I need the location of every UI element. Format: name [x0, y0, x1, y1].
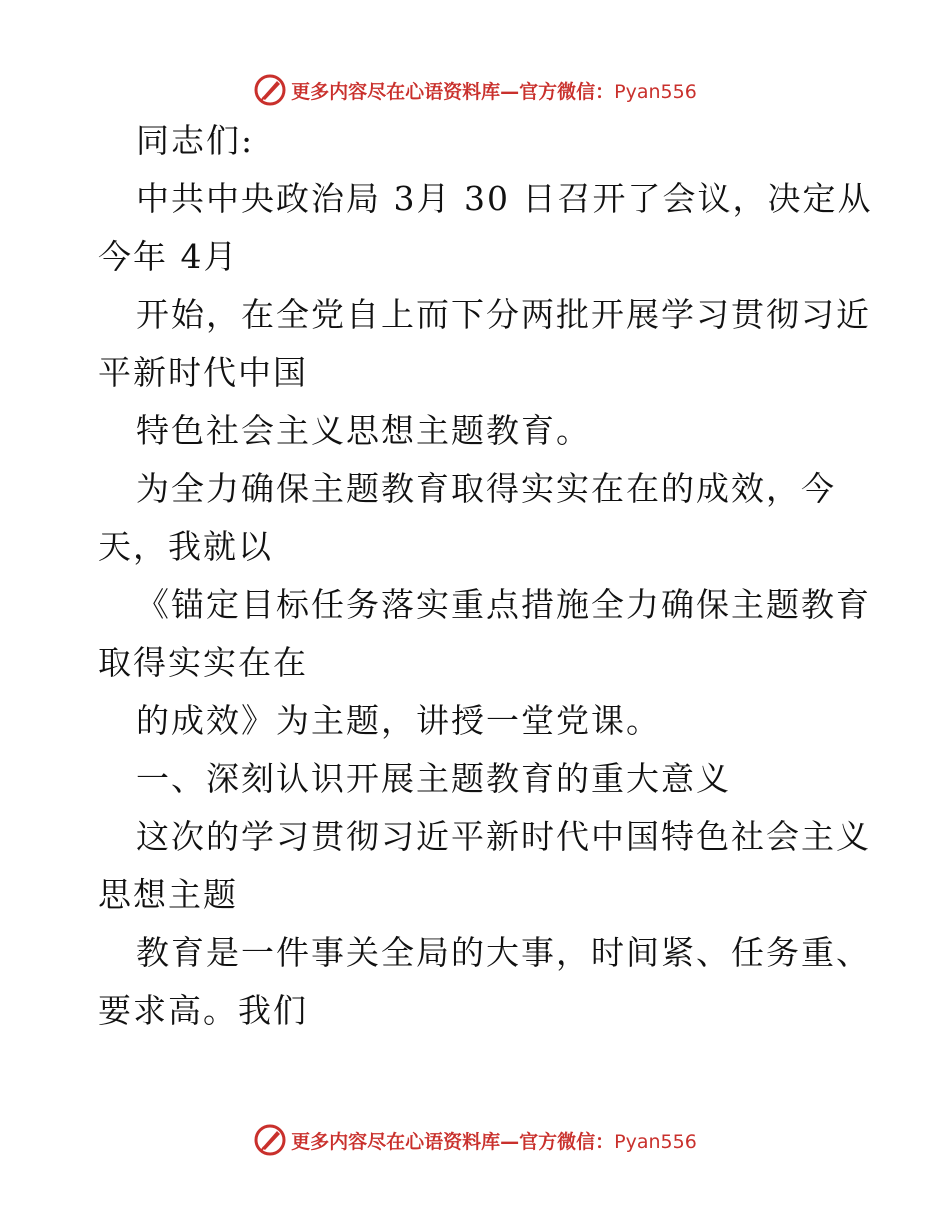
header-banner-text	[291, 77, 697, 104]
header-wechat-id: Pyan556	[614, 80, 697, 103]
paragraph-line: 这次的学习贯彻习近平新时代中国特色社会主义	[136, 817, 871, 856]
quill-logo-icon	[253, 73, 287, 107]
quill-logo-icon	[253, 1123, 287, 1157]
paragraph-line: 取得实实在在	[98, 643, 308, 682]
paragraph-line: 的成效》为主题，讲授一堂党课。	[136, 701, 661, 740]
paragraph-line: 平新时代中国	[98, 353, 308, 392]
footer-banner	[0, 1120, 950, 1160]
paragraph-line: 开始，在全党自上而下分两批开展学习贯彻习近	[136, 295, 871, 334]
paragraph-line: 中共中央政治局 3月 30 日召开了会议，决定从	[136, 179, 873, 218]
paragraph-line: 思想主题	[98, 875, 238, 914]
header-banner-label: 更多内容尽在心语资料库—官方微信：	[291, 80, 615, 103]
paragraph-line: 天，我就以	[98, 527, 273, 566]
paragraph-line: 《锚定目标任务落实重点措施全力确保主题教育	[136, 585, 871, 624]
salutation: 同志们:	[136, 121, 255, 160]
footer-wechat-id: Pyan556	[614, 1130, 697, 1153]
paragraph-line: 为全力确保主题教育取得实实在在的成效，今	[136, 469, 836, 508]
footer-banner-label: 更多内容尽在心语资料库—官方微信：	[291, 1130, 615, 1153]
document-body	[98, 121, 873, 1030]
footer-banner-text	[291, 1127, 697, 1154]
paragraph-line: 特色社会主义思想主题教育。	[136, 411, 591, 450]
section-heading: 一、深刻认识开展主题教育的重大意义	[136, 759, 731, 798]
header-banner	[0, 70, 950, 110]
paragraph-line: 要求高。我们	[98, 991, 308, 1030]
paragraph-line: 教育是一件事关全局的大事，时间紧、任务重、	[136, 933, 871, 972]
paragraph-line: 今年 4月	[98, 237, 239, 276]
